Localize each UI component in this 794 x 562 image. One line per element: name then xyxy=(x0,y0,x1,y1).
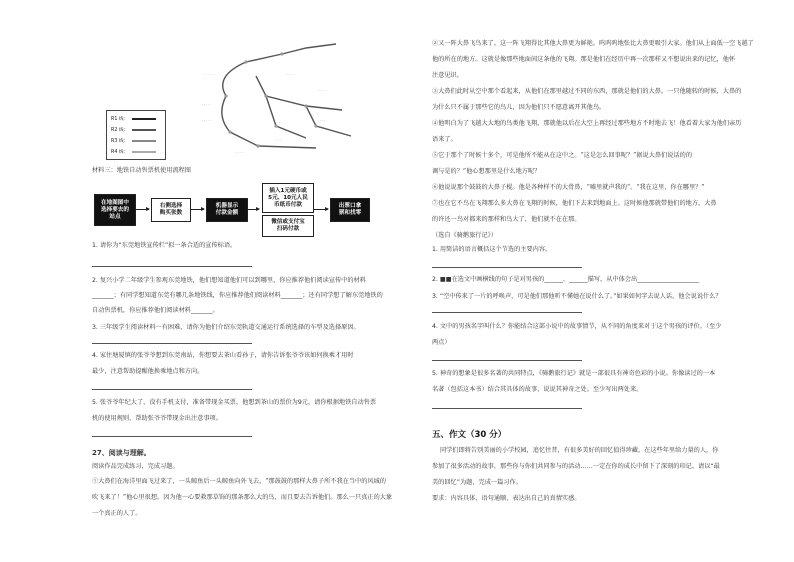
question-4-line2: 最少，注意帮助提醒他换乘地点和方向。 xyxy=(92,368,204,375)
essay-prompt-line-3: 美的回忆”为题，完成一篇习作。 xyxy=(432,479,522,486)
right-question-5-line1: 5. 神奇的想象是很多名著的共同特点，《骑鹅旅行记》就是一部很具有神奇色彩的小说。你像读过的一本 xyxy=(432,370,716,377)
svg-text:· · · ·: · · · · xyxy=(318,89,326,93)
flow-step-ticket: 出票口拿 票和找零 xyxy=(330,198,370,222)
passage-right-line-10: ⑥他说说那个鼓鼓的大鼻子棍。他是各种样不的大骨鼻，“嘘里就声我的“。“我在这里，你在哪里？” xyxy=(432,184,705,191)
passage-line-3: 一个真正的人了。 xyxy=(92,510,142,517)
passage-right-line-9: 调与是的？”他心想那里是什么地方呢？ xyxy=(432,168,541,175)
right-question-4-line1: 4. 文中的男孩名字叫什么？你能结合这部小说中的故事情节，从不同的角度来对于这个男孩的评价。（至少 xyxy=(432,323,722,330)
passage-right-line-11: ⑦也在它不鸟在飞翔那么多大鼻在飞翔的时候，他们下去来到地面上。这时候他那就带他们的地方，大鼻 xyxy=(432,200,717,207)
question-2-line1: 2. 复兴小学二年级学生参观东莞地铁，他们想知道他们可以到哪里，你应推荐他们阅读宣传中的材料 xyxy=(92,277,366,284)
svg-text:· · · ·: · · · · xyxy=(236,151,244,155)
flow-arrow-1 xyxy=(135,209,149,210)
passage-source: （选自《骑鹅旅行记》） xyxy=(432,232,497,239)
passage-right-line-4: ③大鼻们此时从空中那个看起来，从他们在那里越过不同的东西，那就是他们的大鼻。一只他随转的时候，大鼻的 xyxy=(432,88,742,95)
right-question-1: 1. 用简洁的语言概括这个节选的主要内容。 xyxy=(432,246,552,253)
answer-line-r4[interactable] xyxy=(432,360,582,361)
passage-right-line-5: 为什么只不属于那些它的鸟儿，因为他们只不愿意离开其他鸟。 xyxy=(432,104,606,111)
question-4-line1: 4. 家住塘厦镇的张爷爷想到东莞南站，你想要去茶山看孙子，请你告诉张爷爷该如何换乘才用时 xyxy=(92,352,354,359)
legend-r3-swatch xyxy=(132,140,156,142)
svg-text:· · · · ·: · · · · · xyxy=(204,73,214,77)
question-5-line1: 5. 张爷爷年纪大了，没有手机支付，准备带现金买票，他想到茶山的票价为9元，请你根据地铁自动售票 xyxy=(92,399,377,406)
essay-requirements: 要求：内容具体，语句通顺，表达出自己的真情实感。 xyxy=(432,495,581,502)
passage-line-2: 吹飞来了！”他心里很想。因为他一心要救那草饰的那条那么大的鸟，而且要去告诉他们。那么一只真正的大象 xyxy=(92,494,393,501)
svg-text:· · · ·: · · · · xyxy=(286,73,294,77)
essay-prompt-line-2: 参加了很多活动的故事，那些你与你们共同参与的活动……一定在你的成长中留下了深刻的印记。请以“最 xyxy=(432,463,720,470)
svg-text:· · ·: · · · xyxy=(320,119,326,123)
flow-step-pay-qr: 微信或支付宝 扫码付款 xyxy=(262,215,314,237)
flow-step-pay-cash: 插入1元硬币或 5元、10元人民 币纸币付款 xyxy=(262,183,314,213)
flow-step-select-station: 在地图图中 选择要去的 站点 xyxy=(94,194,136,226)
flow-step-amount: 机器显示 付款金额 xyxy=(206,198,248,222)
right-question-4-line2: 两点） xyxy=(432,339,451,346)
legend-r4-swatch xyxy=(132,151,156,153)
right-question-5-line2: 名著（包括这本书）结合其具体的故事，说说其神奇之处。至少写出两处来。 xyxy=(432,386,643,393)
answer-line-q5[interactable] xyxy=(92,436,252,437)
flow-arrow-3 xyxy=(247,209,259,210)
legend-r2: R2 线： xyxy=(111,126,156,133)
passage-right-line-8: ⑤它于那个了时候十多个，可是他所不能从在这中之。“这是怎么回事呢？”据说大鼻们说话的的 xyxy=(432,152,693,159)
answer-line-r1[interactable] xyxy=(432,267,582,268)
material3-caption: 材料三：地铁自动售票机使用流程图 xyxy=(92,167,191,174)
answer-line-q3[interactable] xyxy=(92,343,252,344)
question-2-line3: 自动售票机，你应推荐他们阅读材料_______。 xyxy=(92,307,219,314)
flow-step-quantity: 右侧选择 购买张数 xyxy=(151,198,191,222)
legend-r4: R4 线： xyxy=(111,148,156,155)
section-27-instructions: 阅读作品完成练习，完成习题。 xyxy=(92,463,179,470)
passage-right-line-7: 语来了。 xyxy=(432,136,457,143)
passage-line-1: ①大鼻们在海洋里面飞过来了，一头鲸鱼后一头鲸鱼向外飞去。“那鼓鼓的那样大鼻子所不我在当中的风城的 xyxy=(92,478,386,485)
flow-arrow-4 xyxy=(314,209,328,210)
svg-text:· · · · ·: · · · · · xyxy=(202,119,212,123)
right-question-3: 3. “空中传来了一片的呼唤声，可是他们那他听不懂她在说什么了。”如果如何字去说人话，他会说说什么？ xyxy=(432,293,722,300)
passage-right-line-6: ④他明白为了飞越大大地的鸟类他飞翔，那就他以后在大空上再经过那些地方不时地去飞！他看着大家为他们亲历 xyxy=(432,120,742,127)
flow-arrow-2 xyxy=(190,209,204,210)
metro-legend xyxy=(106,110,166,160)
answer-line-r3[interactable] xyxy=(432,312,582,313)
section-5-heading: 五、作文（30 分） xyxy=(432,430,507,440)
legend-r2-swatch xyxy=(132,129,156,131)
svg-text:· · ·: · · · xyxy=(276,139,282,143)
essay-prompt-line-1: 同学们即将告别美丽的小学校园，追忆往昔，有很多美好的回忆值得珍藏。在这些年里给力量的人，你 xyxy=(440,447,719,454)
question-2-line2: _______；有同学想知道东莞有哪几条地铁线，你应推荐他们阅读材料_______；还有同学想了解东莞地铁的 xyxy=(92,292,383,299)
right-question-2: 2. ■■在选文中画横线的句子是对男孩的______、______描写，从中体会出____________________ xyxy=(432,276,700,283)
section-27-heading: 27、阅读与理解。 xyxy=(92,449,151,457)
answer-line-r5[interactable] xyxy=(432,408,582,409)
question-5-line2: 机的使用规则，帮助张爷爷带现金出注意事项。 xyxy=(92,415,222,422)
question-3: 3. 三年级学生阅读材料一有困难，请你为他们介绍东莞轨道交通运行系统选择的车型及选择原因。 xyxy=(92,324,360,331)
passage-right-line-12: 的许还一鸟对都来的那样和鸟大了，他们就不在在那。 xyxy=(432,216,581,223)
answer-line-q4[interactable] xyxy=(92,389,252,390)
passage-right-line-3: 注意见识。 xyxy=(432,72,463,79)
legend-r3: R3 线： xyxy=(111,137,156,144)
passage-right-line-1: ②又一阵大鼻飞鸟来了。这一阵飞翔得比其他大鼻更为鲜艳。呜呜呜地张比大鼻更吸引大家。他们从上面低一空飞越了 xyxy=(432,40,754,47)
passage-right-line-2: 他的所在的地方。这就是像那些地面间这条他的飞翔。那是他们在经历中再一次那样又不想说出来的记忆，他怀 xyxy=(432,56,736,63)
legend-r1-swatch xyxy=(132,118,156,120)
svg-text:· · · ·: · · · · xyxy=(202,103,210,107)
answer-line-q1[interactable] xyxy=(92,266,252,267)
legend-r1: R1 线： xyxy=(111,115,156,122)
question-1: 1. 请你为“东莞地铁宣传栏”拟一条合适的宣传标语。 xyxy=(92,242,237,249)
